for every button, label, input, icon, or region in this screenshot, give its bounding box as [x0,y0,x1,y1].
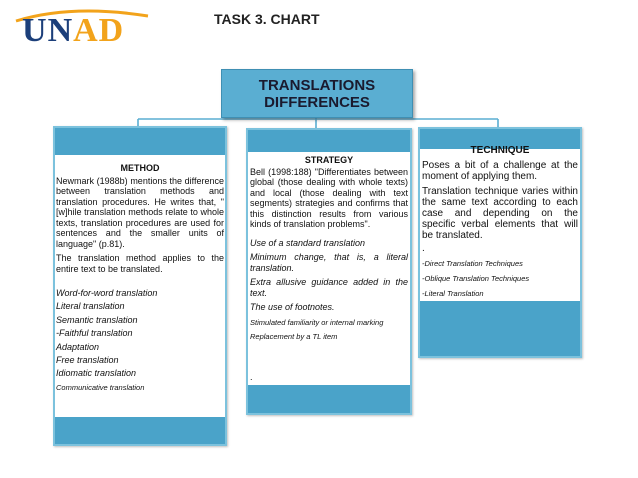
list-item: Communicative translation [56,382,145,392]
list-item: -Literal Translation [422,289,484,298]
technique-paragraph-1: Poses a bit of a challenge at the moment of applying them. [422,160,578,182]
strategy-box [246,128,412,415]
list-item: -Direct Translation Techniques [422,259,523,268]
list-item: Minimum change, that is, a literal translation. [250,252,408,273]
list-item: -Oblique Translation Techniques [422,274,530,283]
list-item: The use of footnotes. [250,302,335,312]
method-heading: METHOD [120,163,160,173]
page-title: TASK 3. CHART [214,11,320,27]
logo-letter-n: N [47,12,74,49]
method-box [53,126,227,446]
list-item: Replacement by a TL item [250,331,338,341]
technique-heading: TECHNIQUE [470,145,530,156]
header-title: TRANSLATIONS DIFFERENCES [258,76,376,111]
technique-box [418,127,582,358]
strategy-list [250,238,408,383]
list-item: Extra allusive guidance added in the text. [250,277,408,298]
logo-letter-u: U [22,12,48,49]
list-item: Adaptation [56,341,100,352]
logo-letters-ad: AD [73,12,125,49]
technique-separator: . [422,243,425,254]
method-paragraph-1: Newmark (1988b) mentions the difference between translation methods and translation procedures. He writes that, "[w]hile translation methods relate to whole texts, translation procedures are used for sentences and the smaller units of language" (p.81). [56,175,224,249]
technique-content [422,145,578,301]
strategy-paragraph-1: Bell (1998:188) "Differentiates between global (those dealing with whole texts) and local (those dealing with text segments) strategies and confirms that this distinction results from various kinds of translation problems". [250,166,408,229]
technique-list [422,256,578,301]
method-paragraph-2: The translation method applies to the entire text to be translated. [56,253,224,274]
list-item: Idiomatic translation [56,368,137,379]
strategy-trailing-mark: . [250,371,253,382]
list-item: Word-for-word translation [56,288,158,298]
strategy-content [250,155,408,382]
method-list [56,287,224,394]
list-item: Use of a standard translation [250,237,366,248]
technique-paragraph-2: Translation technique varies within the same text according to each case and depending on the specific verbal elements that will be translated. [422,186,578,241]
method-content [56,163,224,394]
list-item: -Faithful translation [56,328,133,339]
list-item: Literal translation [56,301,125,312]
list-item: Semantic translation [56,314,138,325]
strategy-heading: STRATEGY [304,155,354,165]
list-item: Stimulated familiarity or internal marking [250,317,384,327]
header-box [221,69,413,118]
list-item: Free translation [56,355,119,366]
